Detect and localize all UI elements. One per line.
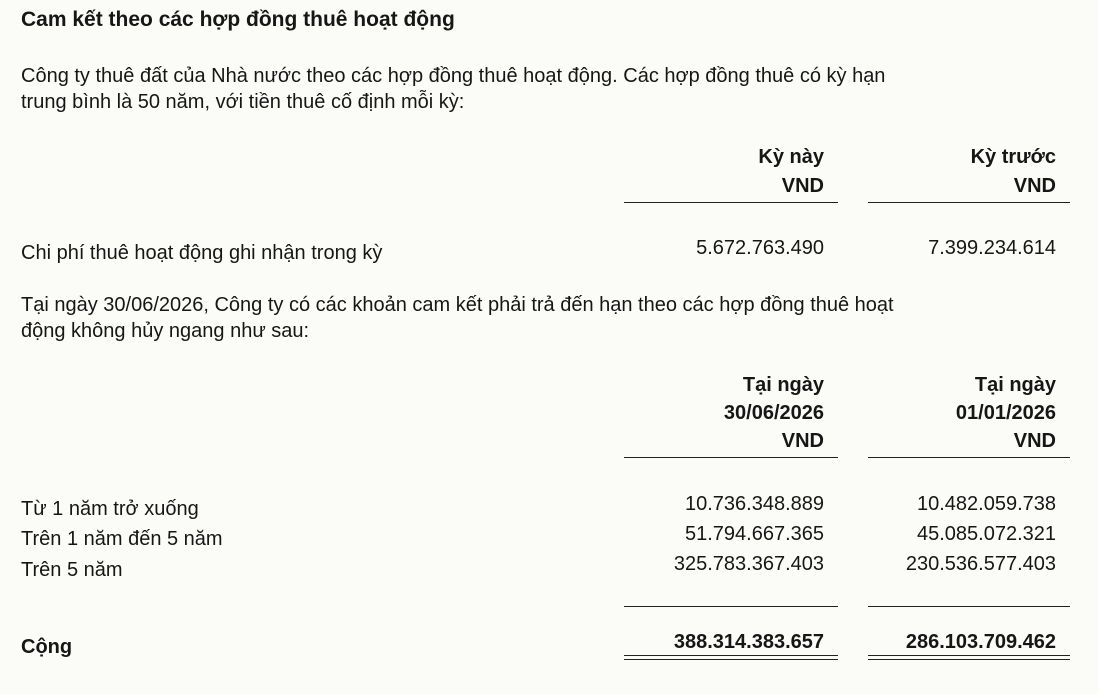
table2-col1-header-currency: VND [781,430,824,452]
table-row-col2-value: 45.085.072.321 [916,523,1056,545]
table1-col2-header-period: Kỳ trước [970,146,1056,168]
table2-col2-header-rule [868,457,1070,458]
table1-row-col1-value: 5.672.763.490 [696,237,824,259]
table1-col2-header-currency: VND [1013,175,1056,197]
table2-col2-subtotal-rule [868,606,1070,607]
total-label: Cộng [21,636,73,658]
section-title: Cam kết theo các hợp đồng thuê hoạt động [21,8,455,31]
table2-col1-header-rule [624,457,838,458]
table1-row-col2-value: 7.399.234.614 [928,237,1056,259]
table2-col2-header-currency: VND [1013,430,1056,452]
table2-col1-subtotal-rule [624,606,838,607]
table2-col2-header-date: 01/01/2026 [955,402,1056,424]
intro-line-2: trung bình là 50 năm, với tiền thuê cố định mỗi kỳ: [21,91,465,113]
table1-col1-header-period: Kỳ này [758,146,824,168]
table-row-col1-value: 10.736.348.889 [684,493,824,515]
table-row-label: Từ 1 năm trở xuống [21,498,199,520]
table1-col2-header-rule [868,202,1070,203]
table1-col1-header-currency: VND [781,175,824,197]
table2-col1-header-date: 30/06/2026 [723,402,824,424]
table2-col1-header-at-date: Tại ngày [742,374,824,396]
total-col2-value: 286.103.709.462 [905,631,1056,653]
table1-row-label: Chi phí thuê hoạt động ghi nhận trong kỳ [21,242,383,264]
table-row-col1-value: 325.783.367.403 [673,553,824,575]
table-row-col2-value: 10.482.059.738 [916,493,1056,515]
commitments-intro-line-2: động không hủy ngang như sau: [21,320,310,342]
intro-line-1: Công ty thuê đất của Nhà nước theo các hợp đồng thuê hoạt động. Các hợp đồng thuê có kỳ hạn [21,65,886,87]
table-row-col1-value: 51.794.667.365 [684,523,824,545]
table-row-col2-value: 230.536.577.403 [905,553,1056,575]
table-row-label: Trên 1 năm đến 5 năm [21,528,223,550]
total-col1-value: 388.314.383.657 [673,631,824,653]
total-col2-double-rule [868,655,1070,660]
table1-col1-header-rule [624,202,838,203]
table-row-label: Trên 5 năm [21,559,123,581]
commitments-intro-line-1: Tại ngày 30/06/2026, Công ty có các khoản cam kết phải trả đến hạn theo các hợp đồng thuê hoạt [21,294,894,316]
table2-col2-header-at-date: Tại ngày [974,374,1056,396]
total-col1-double-rule [624,655,838,660]
